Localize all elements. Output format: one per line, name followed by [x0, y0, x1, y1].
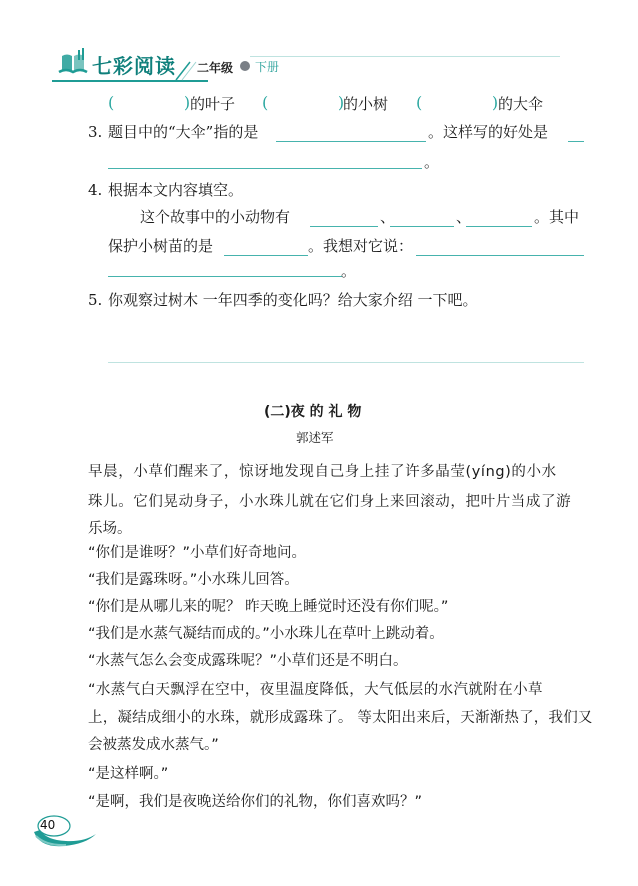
- header-top-line: [250, 56, 560, 57]
- story-para7-line2: 上，凝结成细小的水珠，就形成露珠了。 等太阳出来后，天渐渐热了，我们又: [88, 710, 593, 726]
- q4-message-blank2[interactable]: [108, 276, 342, 277]
- q2-item2: 的小树: [343, 95, 389, 113]
- book-icon: [56, 48, 90, 78]
- q4-prompt: 根据本文内容填空。: [108, 181, 244, 199]
- story-title: (二)夜 的 礼 物: [264, 404, 362, 420]
- q5-number: 5.: [88, 291, 103, 309]
- q3-text2: 。这样写的好处是: [428, 123, 549, 141]
- brand-title: 七彩阅读: [92, 54, 176, 78]
- q4-sep2: 、: [456, 208, 472, 226]
- q2-blank2: [262, 93, 344, 113]
- story-para6: “水蒸气怎么会变成露珠呢？”小草们还是不明白。: [88, 653, 408, 669]
- q2-item3: 的大伞: [498, 95, 544, 113]
- q4-animal-blank2[interactable]: [390, 226, 454, 227]
- q5-answer-blank[interactable]: [108, 362, 584, 363]
- story-para1-line2: 珠儿。它们晃动身子，小水珠儿就在它们身上来回滚动，把叶片当成了游: [88, 494, 572, 510]
- q3-answer-blank1[interactable]: [276, 141, 426, 142]
- story-para1-line3: 乐场。: [88, 521, 132, 537]
- q4-animal-blank3[interactable]: [466, 226, 532, 227]
- q2-blank3-close: ): [491, 93, 499, 112]
- q2-blank1-close: ): [183, 93, 191, 112]
- q2-blank3: [416, 93, 498, 113]
- q2-blank3-open[interactable]: (: [416, 93, 423, 112]
- story-para7-line1: “水蒸气白天飘浮在空中，夜里温度降低，大气低层的水汽就附在小草: [88, 682, 543, 698]
- q4-line2-text: 保护小树苗的是: [108, 237, 214, 255]
- story-para8: “是这样啊。”: [88, 766, 169, 782]
- q2-blank2-open[interactable]: (: [262, 93, 269, 112]
- volume-label: 下册: [255, 60, 280, 74]
- q2-blank2-close: ): [337, 93, 345, 112]
- q5-text: 你观察过树木 一年四季的变化吗？给大家介绍 一下吧。: [108, 291, 478, 309]
- q4-line1-end: 。其中: [534, 208, 580, 226]
- q2-item1: 的叶子: [190, 95, 236, 113]
- grade-label: 二年级: [197, 61, 234, 75]
- q3-answer-blank2[interactable]: [568, 141, 584, 142]
- story-para4: “你们是从哪儿来的呢？ 昨天晚上睡觉时还没有你们呢。”: [88, 599, 449, 615]
- q2-blank1-open[interactable]: (: [108, 93, 115, 112]
- q4-line1-text: 这个故事中的小动物有: [140, 208, 291, 226]
- q3-text1: 题目中的“大伞”指的是: [108, 123, 259, 141]
- q4-protector-blank[interactable]: [224, 255, 308, 256]
- q4-sep1: 、: [380, 208, 396, 226]
- story-para1-line1: 早晨，小草们醒来了，惊讶地发现自己身上挂了许多晶莹(yíng)的小水: [88, 464, 557, 480]
- story-para3: “我们是露珠呀。”小水珠儿回答。: [88, 572, 299, 588]
- q4-end-period: 。: [341, 262, 357, 280]
- page-number: 40: [40, 818, 56, 832]
- story-para7-line3: 会被蒸发成水蒸气。”: [88, 737, 219, 753]
- q4-number: 4.: [88, 181, 103, 199]
- q4-animal-blank1[interactable]: [310, 226, 378, 227]
- story-para5: “我们是水蒸气凝结而成的。”小水珠儿在草叶上跳动着。: [88, 626, 444, 642]
- q2-row: [108, 93, 190, 113]
- q3-end-period: 。: [424, 153, 440, 171]
- q3-answer-blank3[interactable]: [108, 168, 422, 169]
- q3-number: 3.: [88, 123, 103, 141]
- q4-line2-end: 。我想对它说：: [308, 237, 414, 255]
- q4-message-blank1[interactable]: [416, 255, 584, 256]
- story-author: 郭述军: [296, 430, 334, 445]
- grade-dot-icon: [240, 61, 250, 71]
- story-para2: “你们是谁呀？”小草们好奇地问。: [88, 545, 307, 561]
- story-para9: “是啊，我们是夜晚送给你们的礼物，你们喜欢吗？”: [88, 794, 423, 810]
